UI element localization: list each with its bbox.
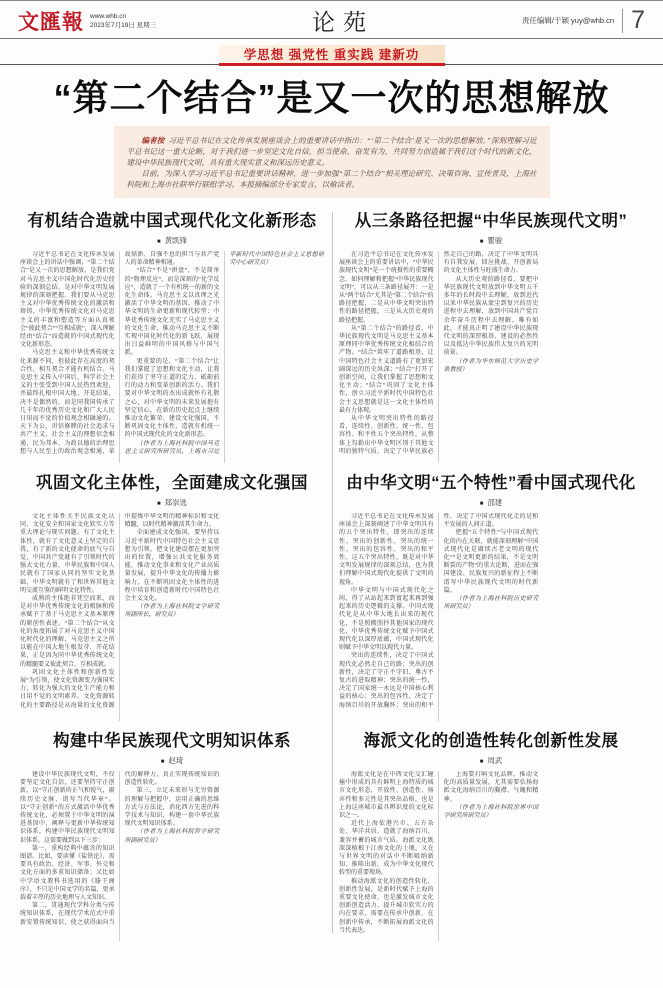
article-title: 海派文化的创造性转化创新性发展 <box>363 732 619 750</box>
editor-note-paragraph-2: 目前，为深入学习习近平总书记重要讲话精神，进一步加强“第二个结合”相关理论研究、决策咨询、宣传普及，上海社科院和上海市社联举行联组学习。本报摘编部分专家发言，以飨读者。 <box>126 169 537 189</box>
author-name: 郑崇选 <box>164 498 188 507</box>
author-name: 周武 <box>487 756 503 765</box>
editor-note-box <box>114 126 550 198</box>
article-body <box>20 513 324 721</box>
article-title: 构建中华民族现代文明知识体系 <box>53 732 291 750</box>
author-name: 邵建 <box>487 498 503 507</box>
header-divider <box>622 9 623 33</box>
masthead-right <box>522 6 645 35</box>
article-title: 有机结合造就中国式现代化文化新形态 <box>27 212 317 230</box>
article-body <box>339 513 643 721</box>
masthead-date: 2023年7月19日 星期三 <box>90 21 157 29</box>
article-title: 从三条路径把握“中华民族现代文明” <box>354 212 628 230</box>
article-paragraph: 上海要打响文化品牌，推动文化的高质量发展，尤其需要弘扬海派文化海纳百川的胸襟、气魄和精神。 <box>443 772 539 803</box>
article-paragraph: 文化主体性关乎民族文化认同、文化安全和国家文化软实力等重大理论与现实问题。有了文化主体性，就有了文化意义上坚定的自我，有了新的文化使命的底气与自觉，中国共产党就有了引领时代的强大文化力量，中华民族和中国人民就有了国家认同的坚实文化基础，中华文明就有了和世界其他文明交流互鉴的鲜明文化特性。 <box>20 514 115 594</box>
article-endnote: （作者为上海社科院世界中国学研究所研究员） <box>443 804 539 820</box>
article-paragraph: 更重要的是，“第二个结合”让我们掌握了思想和文化主动，让我们获得了坚守正道的定力、砥砺前行的动力和变革创新的活力。我们要对中华文明的杰出成就怀有礼敬之心，对中华文明的未来发展抱有坚定信心，在新的历史起点上继续推动文化繁荣、建设文化强国，不断巩固文化主体性，造就有机统一的中国式现代化的文化新形态。 <box>124 358 220 439</box>
article-endnote: （作者为上海社科院文学研究所副所长、研究员） <box>124 604 220 619</box>
article <box>20 730 324 941</box>
author-name: 瞿骏 <box>487 236 503 245</box>
newspaper-logo: 文匯報 <box>18 9 84 34</box>
article-paragraph: 海派文化是在中西文化交汇碰撞中形成的具有鲜明上海特质的城市文化形态，开放性、创造性、扬弃性和多元性是其突出品格，也是上海这座城市最具辨识度的文化标识之一。 <box>339 772 434 820</box>
section-title: 论苑 <box>312 10 374 35</box>
main-headline: “第二个结合”是又一次的思想解放 <box>53 77 610 118</box>
article-paragraph: 从大历史观的路径看，要把中华民族现代文明放到中华文明五千多年的长时段中去理解，放到近代以来中华民族从蒙尘到复兴的历史进程中去理解，放到中国共产党百余年奋斗历程中去理解。唯有如此，才能真正明了建设中华民族现代文明的深厚根基、建设的必然性以及抵达中华民族伟大复兴的光明前景。 <box>443 276 539 357</box>
article-paragraph: 全面建成文化强国，要坚持以习近平新时代中国特色社会主义思想为引领，把文化建设摆在更加突出的位置，增强公共文化服务效能，推动文化事业和文化产业高质量发展，提升中华文化的传播力影响力，在不断巩固文化主体性的进程中培育和创造新时代中国特色社会主义文化。 <box>124 530 220 603</box>
article-endnote: （作者为华东师范大学历史学系教授） <box>443 358 539 373</box>
article <box>20 210 324 463</box>
article-paragraph: “结合”不是“拼盘”，不是简单的“物理反应”，而是深刻的“化学反应”，造就了一个有机统一的新的文化生命体。马克思主义以真理之光激活了中华文明的基因，推动了中华文明的生命更新和现代转型；中华优秀传统文化充实了马克思主义的文化生命，推动马克思主义不断实现中国化时代化的新飞跃，展现出日益鲜明的中国风格与中国气派。 <box>124 268 220 357</box>
author-marker-icon: ■ <box>156 501 161 507</box>
article-title: 巩固文化主体性，全面建成文化强国 <box>36 474 308 492</box>
article-paragraph: 从“第二个结合”的路径看，中华民族现代文明是马克思主义基本原理同中华优秀传统文化相结合的产物。“结合”筑牢了道路根基，让中国特色社会主义道路有了更加宏阔深远的历史纵深；“结合”打开了创新空间，让我们掌握了思想和文化主动；“结合”巩固了文化主体性，创立习近平新时代中国特色社会主义思想就是这一文化主体性的最有力体现。 <box>339 325 434 414</box>
article-paragraph: 第一，重构经典中蕴含的知识图谱。比如，要读懂《盐铁论》，需要具有政治、经济、军事、外交和文化方面的多重知识储备；又比如中学语文教科书选用的《滕王阁序》，不只是中国文学的名篇，更承载着丰厚的历史地理与人文知识。 <box>20 845 115 902</box>
article <box>339 472 643 721</box>
article-author <box>339 497 643 508</box>
banner-row <box>0 45 663 75</box>
masthead-info <box>90 12 156 30</box>
article-author <box>20 235 324 246</box>
slogan-banner <box>219 45 445 66</box>
masthead-website: www.whb.cn <box>90 12 127 20</box>
article <box>20 472 324 721</box>
author-marker-icon: ■ <box>160 759 165 765</box>
article-author <box>339 235 643 246</box>
article-paragraph: 习近平总书记在文化传承发展座谈会上深刻阐述了中华文明具有的五个突出特性，即突出的连续性、突出的创新性、突出的统一性、突出的包容性、突出的和平性。这五个突出特性，既是对中华文明发展规律的深刻总结，也为我们理解中国式现代化提供了文明的视角。 <box>339 514 434 586</box>
article-author <box>339 755 643 766</box>
article-author <box>20 755 324 766</box>
article-paragraph: 把握“五个特性”与中国式现代化的内在关联，就能深刻理解“中国式现代化是赓续古老文明的现代化”“是文明更新的结果，不是文明断裂的产物”的重大论断，进而在强国建设、民族复兴的新征程上不断谱写中华民族现代文明的时代新篇。 <box>443 530 539 594</box>
article-paragraph: 马克思主义和中华优秀传统文化来源不同，但彼此存在高度的契合性，相互契合才能有机结合。马克思主义传入中国后，科学社会主义的主张受到中国人民热烈欢迎，并最终扎根中国大地、开花结果，决不是偶然的，而是同我国传承了几千年的优秀历史文化和广大人民日用而不觉的价值观念相融通的。天下为公、讲信修睦的社会追求与共产主义、社会主义的理想信念相通，民为邦本、为政以德的治理思想与人民至上的政治观念相通，革故鼎新、自强不息的担当与共产党人的革命精神相通。 <box>20 252 220 455</box>
article-paragraph: 在习近平总书记在文化传承发展座谈会上的重要讲话中，“中华民族现代文明”是一个统摄性的重要概念。如何理解和把握“中华民族现代文明”，可以从三条路径展开：一是从“两个结合”尤其是“第二个结合”的路径把握，二是从中华文明突出特性的路径把握，三是从大历史观的路径把握。 <box>339 252 434 324</box>
author-marker-icon: ■ <box>479 759 484 765</box>
articles-grid <box>0 208 663 941</box>
article-body <box>20 251 324 463</box>
article-author <box>20 497 324 508</box>
article-paragraph: 第三，立足未来形与无穷资源的理解与把握中，运用正确的思维方式与方法论，消化西方先进的科学技术与知识，构建一套中华民族现代文明知识体系。 <box>124 788 220 828</box>
article-body <box>339 771 643 941</box>
article-paragraph: 第二，贯通现代学科分类与传统知识体系，在现代学术范式中重新安置传统知识，使之获得面向当代的解释力，真正实现传统知识的创造性转化。 <box>20 772 220 926</box>
editor-note-label: 编者按 <box>141 136 165 145</box>
editor-credit: 责任编辑/于颖 yuy@whb.cn <box>521 16 615 25</box>
article-title: 由中华文明“五个特性”看中国式现代化 <box>346 474 636 492</box>
author-marker-icon: ■ <box>479 239 484 245</box>
article-body <box>339 251 643 463</box>
article-endnote: （作者为上海社科院中国马克思主义研究所研究员，上海市习近平新时代中国特色社会主义思想研究中心研究员） <box>124 252 324 455</box>
author-marker-icon: ■ <box>479 501 484 507</box>
article-paragraph: 成熟的主体绝非凭空而来，而是对中华优秀传统文化的根脉和传承赋予了基于马克思主义基本原理的原创性表述。“第二个结合”从文化的角度拓展了对马克思主义中国化时代化的理解，马克思主义之所以能在中国大地生根发芽、开花结果，正是因为同中华优秀传统文化的精髓要义彼此契合、互相成就。 <box>20 596 115 668</box>
article-paragraph: 近代上海依港兴市、五方杂处、华洋共居，造就了海纳百川、兼容并蓄的城市气质。海派文化既深深植根于江南文化的土壤，又在与世界文明的对话中不断吸纳新知、推陈出新，成为中华文化现代转型的重要现场。 <box>339 821 434 877</box>
article-paragraph: 突出的连续性，决定了中国式现代化必然走自己的路；突出的创新性，决定了守正不守旧、尊古不复古的进取精神；突出的统一性，决定了国家统一永远是中国核心利益的核心；突出的包容性，决定了海纳百川的开放胸怀；突出的和平性，决定了中国式现代化走的是和平发展的人间正道。 <box>339 514 539 709</box>
article-paragraph: 巩固文化主体性和创新性发展“为引领，使文化资源变为强国实力，转化为强大的文化生产能力和日用不觉的文明素养。文化资源转化的主要路径是从海量的文化资源中提炼中华文明的精神标识和文化精髓，以时代精神激活其生命力。 <box>20 514 220 709</box>
author-name: 赵琦 <box>168 756 184 765</box>
masthead <box>0 1 663 39</box>
article-paragraph: 从中华文明突出特性的路径看，连续性、创新性、统一性、包容性、和平性五个突出特性，从整体上勾勒出中华文明区别于其他文明的独特气质，决定了中华民族必然走自己的路，决定了中华文明具有自我发展、回应挑战、开创新局的文化主体性与旺盛生命力。 <box>339 252 539 455</box>
article-endnote: （作者为上海社科院历史研究所研究员） <box>443 596 539 611</box>
slogan-text: 学思想 强党性 重实践 建新功 <box>243 48 420 62</box>
page-number: 7 <box>631 6 645 34</box>
author-marker-icon: ■ <box>156 239 161 245</box>
editor-note-paragraph-1 <box>127 135 537 168</box>
editor-note-text-1: 习近平总书记在文化传承发展座谈会上的重要讲话中指出：“‘第二个结合’是又一次的思想解放。”深刻理解习近平总书记这一重大论断，对于我们进一步坚定文化自信，担当使命，奋发有为，共同努力创造属于我们这个时代的新文化，建设中华民族现代文明，具有重大现实意义和深远历史意义。 <box>126 136 537 167</box>
article <box>339 730 643 941</box>
article-paragraph: 习近平总书记在文化传承发展座谈会上的讲话中强调，“第二个结合”是又一次的思想解放，是我们党对马克思主义中国化时代化历史经验的深刻总结，是对中华文明发展规律的深刻把握。我们要从马克思主义对中华优秀传统文化的激活和熔铸、中华优秀传统文化对马克思主义的丰富和塑造等方面认真领会“彼此契合”“互相成就”，深入理解经由“结合”而造就的中国式现代化文化新形态。 <box>20 252 115 349</box>
article-paragraph: 建设中华民族现代文明，不仅要坚定文化自信，还要坚持守正创新，以“守正创新的正气和锐气，赓续历史文脉、谱写当代华章”。以“守正创新”的方式激活中华优秀传统文化，必须置于中华文明的演进基因中，阐释与更新中华传统知识体系，构建中华民族现代文明知识体系，这需要做到以下三步： <box>20 772 115 844</box>
article <box>339 210 643 463</box>
article-body <box>20 771 324 941</box>
article-paragraph: 中华文明与中国式现代化之间，得了从站起来到富起来再到强起来的历史逻辑的支撑。中国式现代化是从中华大地长出来的现代化，不是照搬照抄其他国家的现代化，中华优秀传统文化赋予中国式现代化以深厚底蕴，中国式现代化则赋予中华文明以现代力量。 <box>339 587 434 652</box>
article-endnote: （作者为上海社科院哲学研究所副研究员） <box>124 829 220 844</box>
article-paragraph: 推动海派文化的创造性转化、创新性发展，是新时代赋予上海的重要文化使命，也是激发城市文化创新创造活力、提升城市软实力的内在要求，需要在传承中创新、在创新中传承，不断拓展海派文化的当代表达。 <box>339 878 434 934</box>
masthead-left <box>18 6 156 36</box>
author-name: 黄凯锋 <box>164 236 188 245</box>
